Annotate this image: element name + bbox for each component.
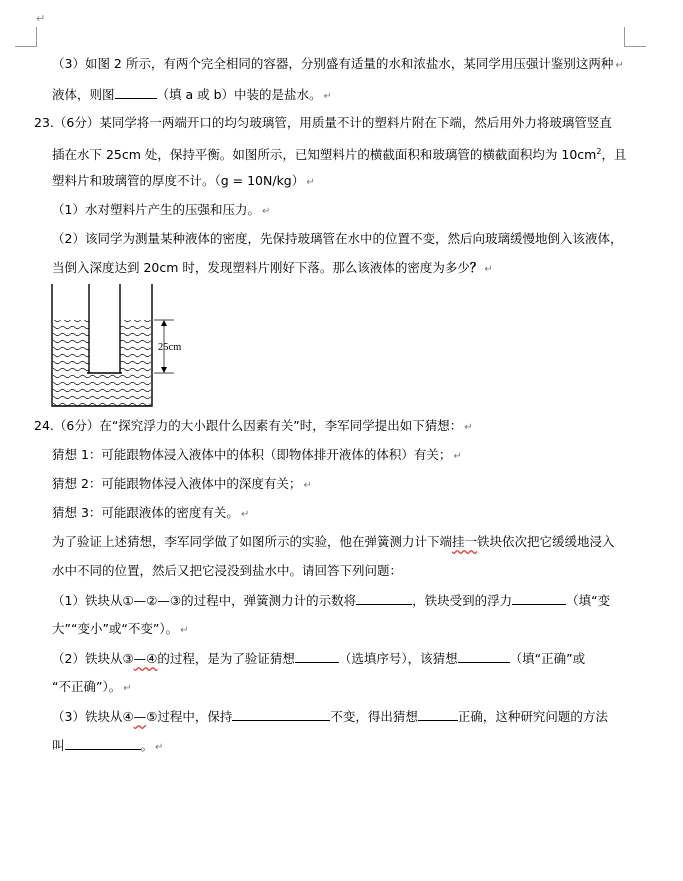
answer-blank[interactable]: [65, 737, 141, 750]
answer-blank[interactable]: [458, 650, 510, 663]
q24-sub2-text-line2: “不正确”）。: [52, 679, 122, 694]
q24-sub3-text-line2b: 。: [140, 738, 154, 753]
q24-sub3-line2: [52, 737, 163, 756]
dimension-label: 25cm: [158, 342, 182, 353]
arrow-down-icon: [161, 367, 167, 373]
q24-sub2-wavy: —④: [133, 651, 158, 666]
q24-sub1-line1: [52, 592, 610, 609]
q24-sub2-text-a: （2）铁块从③: [52, 651, 134, 666]
q24-guess3: [52, 505, 249, 523]
q24-sub3-line1: [52, 708, 608, 725]
q24-intro1-text-b: 铁块依次把它缓缓地浸入: [477, 534, 615, 549]
q23-sub1: [52, 202, 270, 220]
paragraph-mark: ↵: [123, 683, 132, 694]
q24-sub1-text-a: （1）铁块从①—②—③的过程中，弹簧测力计的示数将: [52, 593, 357, 608]
q24-intro1-wavy: 挂一: [452, 534, 478, 549]
q23-sub2-question-mark: ？: [469, 260, 483, 275]
answer-blank[interactable]: [356, 592, 412, 605]
answer-blank[interactable]: [512, 592, 566, 605]
q24-intro1-text-a: 为了验证上述猜想，李军同学做了如图所示的实验，他在弹簧测力计下端: [52, 534, 453, 549]
q24-sub3-wavy: —: [133, 709, 147, 724]
answer-blank[interactable]: [115, 86, 157, 99]
paragraph-mark: ↵: [155, 742, 164, 753]
q22-3-line2: [52, 86, 332, 105]
answer-blank[interactable]: [418, 708, 458, 721]
q24-guess2-text: 猜想 2：可能跟物体浸入液体中的深度有关；: [52, 476, 302, 491]
q23-line3: [52, 173, 315, 191]
q24-sub1-text-c: （填“变: [566, 593, 611, 608]
q24-sub2-text-c: （选填序号），该猜想: [338, 651, 458, 666]
q23-sub2-text2a: 当倒入深度达到 20cm 时，发现塑料片刚好下落。那么该液体的密度为多少: [52, 260, 470, 275]
q22-3-line1: [52, 56, 624, 74]
q23-line1: [34, 115, 612, 131]
q24-guess3-text: 猜想 3：可能跟液体的密度有关。: [52, 505, 239, 520]
q23-line2: [52, 144, 626, 163]
page-corner-top-right-vertical: [624, 27, 625, 47]
q24-sub2-text-b: 的过程，是为了验证猜想: [157, 651, 295, 666]
q24-sub3-text-d: 正确，这种研究问题的方法: [457, 709, 608, 724]
q24-sub3-text-c: 不变，得出猜想: [330, 709, 418, 724]
q23-sub2-line2: [52, 260, 493, 278]
q24-guess1-text: 猜想 1：可能跟物体浸入液体中的体积（即物体排开液体的体积）有关；: [52, 447, 452, 462]
q23-superscript: 2: [596, 147, 602, 156]
q24-sub3-text-a: （3）铁块从④: [52, 709, 134, 724]
q23-text2b: ，且: [601, 147, 627, 163]
q23-sub2-line1: [52, 231, 622, 247]
paragraph-mark: ↵: [306, 177, 315, 188]
q23-sub2-text1: （2）该同学为测量某种液体的密度，先保持玻璃管在水中的位置不变，然后向玻璃缓慢地倒入该液体，: [52, 231, 623, 246]
q22-3-text2a: 液体，则图: [52, 87, 115, 102]
q24-sub1-text-line2: 大”“变小”或“不变”）。: [52, 621, 179, 636]
q22-3-text2b: （填 a 或 b）中装的是盐水。: [156, 87, 322, 102]
paragraph-mark: ↵: [323, 91, 332, 102]
q23-text3: 塑料片和玻璃管的厚度不计。（g = 10N/kg）: [52, 173, 305, 188]
page-corner-top-left: [15, 46, 37, 47]
answer-blank[interactable]: [232, 708, 330, 721]
page-corner-top-left-vertical: [36, 27, 37, 47]
q24-sub2-text-d: （填“正确”或: [509, 651, 586, 666]
tube-interior: [89, 284, 120, 373]
paragraph-mark: ↵: [180, 625, 189, 636]
q22-3-text1: （3）如图 2 所示，有两个完全相同的容器，分别盛有适量的水和浓盐水，某同学用压强计鉴别这两种: [52, 56, 614, 71]
q24-sub3-text-b: ⑤过程中，保持: [146, 709, 233, 724]
paragraph-mark: ↵: [240, 509, 250, 520]
q24-sub2-line1: [52, 650, 585, 667]
paragraph-mark: ↵: [484, 264, 493, 275]
answer-blank[interactable]: [295, 650, 339, 663]
tube-in-water-figure: [50, 282, 210, 412]
q24-line1: [34, 418, 473, 436]
paragraph-mark: ↵: [303, 480, 312, 491]
paragraph-mark: ↵: [36, 12, 46, 25]
q24-sub3-text-line2a: 叫: [52, 738, 65, 753]
q23-text2a: 插在水下 25cm 处，保持平衡。如图所示，已知塑料片的横截面积和玻璃管的横截面积均为 10cm: [52, 147, 597, 163]
q24-guess2: [52, 476, 312, 494]
page-corner-top-right: [624, 46, 646, 47]
q24-intro2: [52, 563, 402, 579]
q24-intro2-text: 水中不同的位置，然后又把它浸没到盐水中。请回答下列问题：: [52, 563, 403, 578]
q24-text1: 24.（6分）在“探究浮力的大小跟什么因素有关”时，李军同学提出如下猜想：: [34, 418, 463, 433]
arrow-up-icon: [161, 320, 167, 326]
q24-sub1-line2: [52, 621, 189, 639]
q23-sub1-text: （1）水对塑料片产生的压强和压力。: [52, 202, 260, 217]
q24-sub1-text-b: ，铁块受到的浮力: [412, 593, 513, 608]
paragraph-mark: ↵: [453, 451, 462, 462]
paragraph-mark: ↵: [615, 60, 624, 71]
q24-guess1: [52, 447, 462, 465]
q24-sub2-line2: [52, 679, 132, 697]
paragraph-mark: ↵: [464, 422, 473, 433]
q24-intro1: [52, 534, 615, 550]
paragraph-mark: ↵: [261, 206, 271, 217]
q23-text1: 23.（6分）某同学将一两端开口的均匀玻璃管，用质量不计的塑料片附在下端，然后用外力将玻璃管竖直: [34, 115, 612, 130]
